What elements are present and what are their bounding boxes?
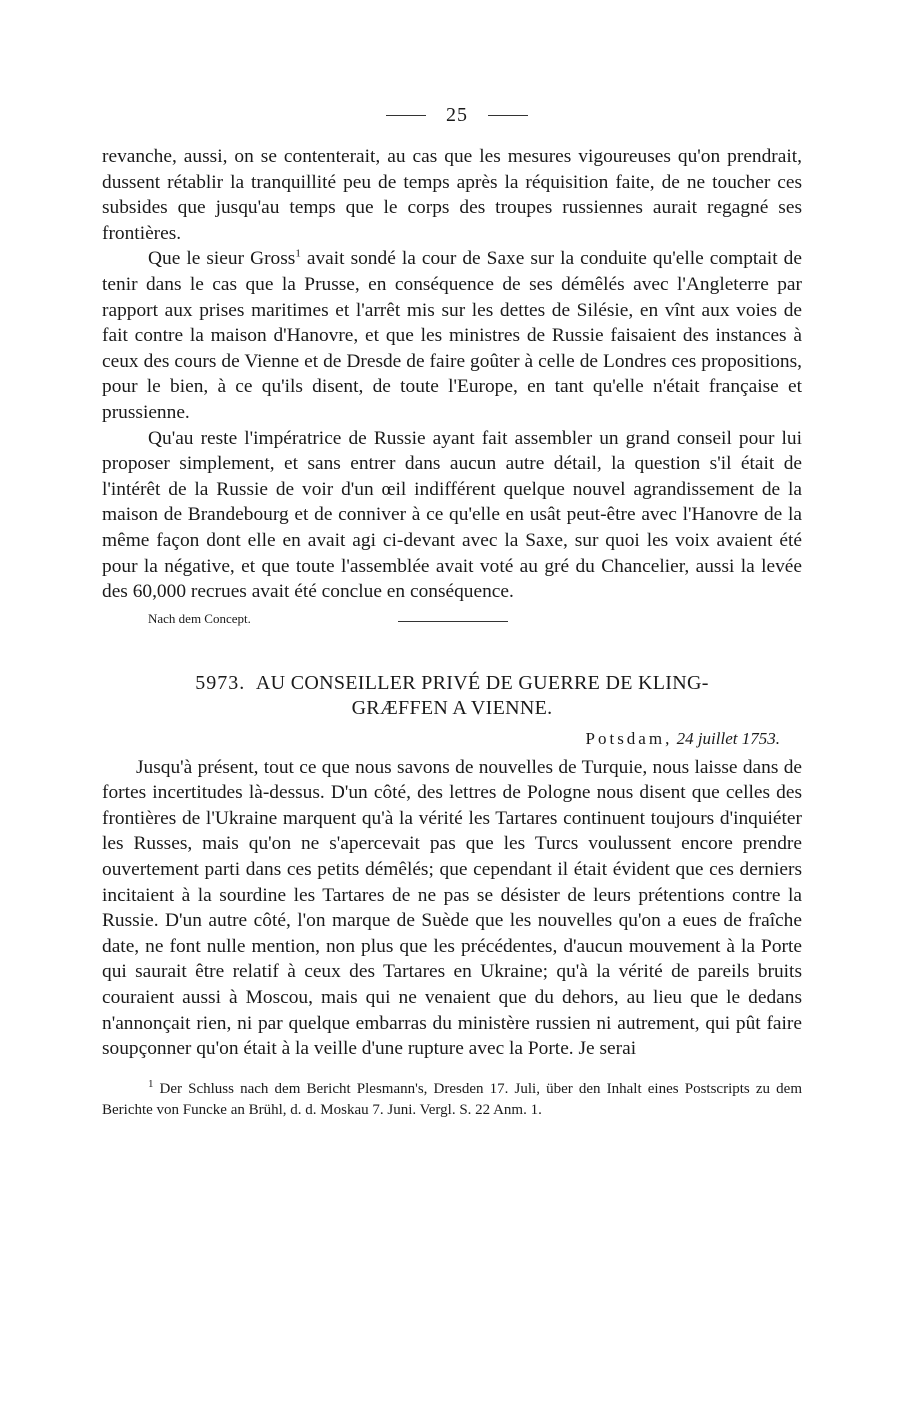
source-note <box>148 611 802 633</box>
paragraph-conseil: Qu'au reste l'impératrice de Russie ayant fait assembler un grand conseil pour lui proposer simplement, et sans entrer dans aucun autre détail, la question s'il était de l'intérêt de la Russie de voir d'un œil indifférent quelque nouvel agrandissement de la maison de Brandebourg et de conniver à ce qu'elle en usât peut-être avec l'Hanovre de la même façon dont elle en avait agi ci-devant avec la Saxe, sur quoi les voix avaient été pour la négative, et que toute l'assemblée avait voté au gré du Chancelier, aussi la levée des 60,000 recrues avait été conclue en conséquence. <box>102 427 802 603</box>
document-heading <box>102 671 802 721</box>
header-rule-left <box>386 115 426 116</box>
dateline-place: Potsdam, <box>585 728 673 748</box>
document-page <box>102 100 802 1121</box>
footnote-text: Der Schluss nach dem Bericht Plesmann's, Dresden 17. Juli, über den Inhalt eines Postscripts zu dem Berichte von Funcke an Brühl, d. d. Moskau 7. Juni. Vergl. S. 22 Anm. 1. <box>102 1080 802 1118</box>
letter-body: Jusqu'à présent, tout ce que nous savons de nouvelles de Turquie, nous laisse dans de fortes incertitudes là-dessus. D'un côté, des lettres de Pologne nous disent que celles des frontières de l'Ukraine marquent qu'à la vérité les Tartares continuent toujours d'inquiéter les Russes, mais qu'on ne s'apercevait pas que les Turcs voulussent encore prendre ouvertement parti dans ces petits démêlés; que cependant il était évident que ces derniers incitaient à la sourdine les Tartares de ne pas se désister de leurs prétentions contre la Russie. D'un autre côté, l'on marque de Suède que les nouvelles qu'on a eues de fraîche date, ne font nulle mention, non plus que les précédentes, d'aucun mouvement à la Porte qui saurait être relatif à ceux des Tartares en Ukraine; qu'à la vérité de pareils bruits couraient aussi à Moscou, mais qui ne venaient que du dehors, au lieu que le dedans n'annonçait rien, ni par quelque embarras du ministère russien ni autrement, qui pût faire soupçonner qu'on était à la veille d'une rupture avec la Porte. Je serai <box>102 756 802 1060</box>
paragraph-gross-rest: avait sondé la cour de Saxe sur la conduite qu'elle comptait de tenir dans le cas que la Prusse, en conséquence de ses démêlés avec l'Angleterre par rapport aux prises maritimes et l'arrêt mis sur les dettes de Silésie, en vînt aux voies de fait contre la maison d'Hanovre, et que les ministres de Russie faisaient des instances à ceux des cours de Vienne et de Dresde de faire goûter à celle de Londres ces propositions, pour le bien, à ce qu'ils disent, de toute l'Europe, en tant qu'elle n'était française et prussienne. <box>102 248 802 423</box>
document-title-line-1: AU CONSEILLER PRIVÉ DE GUERRE DE KLING- <box>255 671 709 694</box>
header-rule-right <box>488 115 528 116</box>
footnote-mark: 1 <box>148 1077 154 1090</box>
footnotes <box>102 1074 802 1121</box>
section-divider <box>398 621 508 622</box>
paragraph-gross-start: Que le sieur Gross <box>148 248 296 270</box>
document-number: 5973. <box>195 671 246 694</box>
paragraph-gross <box>102 246 802 425</box>
paragraph-revanche: revanche, aussi, on se contenterait, au cas que les mesures vigoureuses qu'on prendrait, dussent rétablir la tranquillité peu de temps après la réquisition faite, de ne toucher ces subsides que jusqu'au temps que le corps des troupes russiennes aurait regagné ses frontières. <box>102 146 802 244</box>
document-heading-line-1 <box>102 671 802 696</box>
source-note-text: Nach dem Concept. <box>148 610 251 626</box>
dateline <box>102 727 780 751</box>
dateline-date: 24 juillet 1753. <box>676 728 780 748</box>
page-header <box>112 100 802 130</box>
document-title-line-2: GRÆFFEN A VIENNE. <box>351 696 553 719</box>
footnote-reference: 1 <box>295 247 301 260</box>
page-number: 25 <box>446 103 468 126</box>
